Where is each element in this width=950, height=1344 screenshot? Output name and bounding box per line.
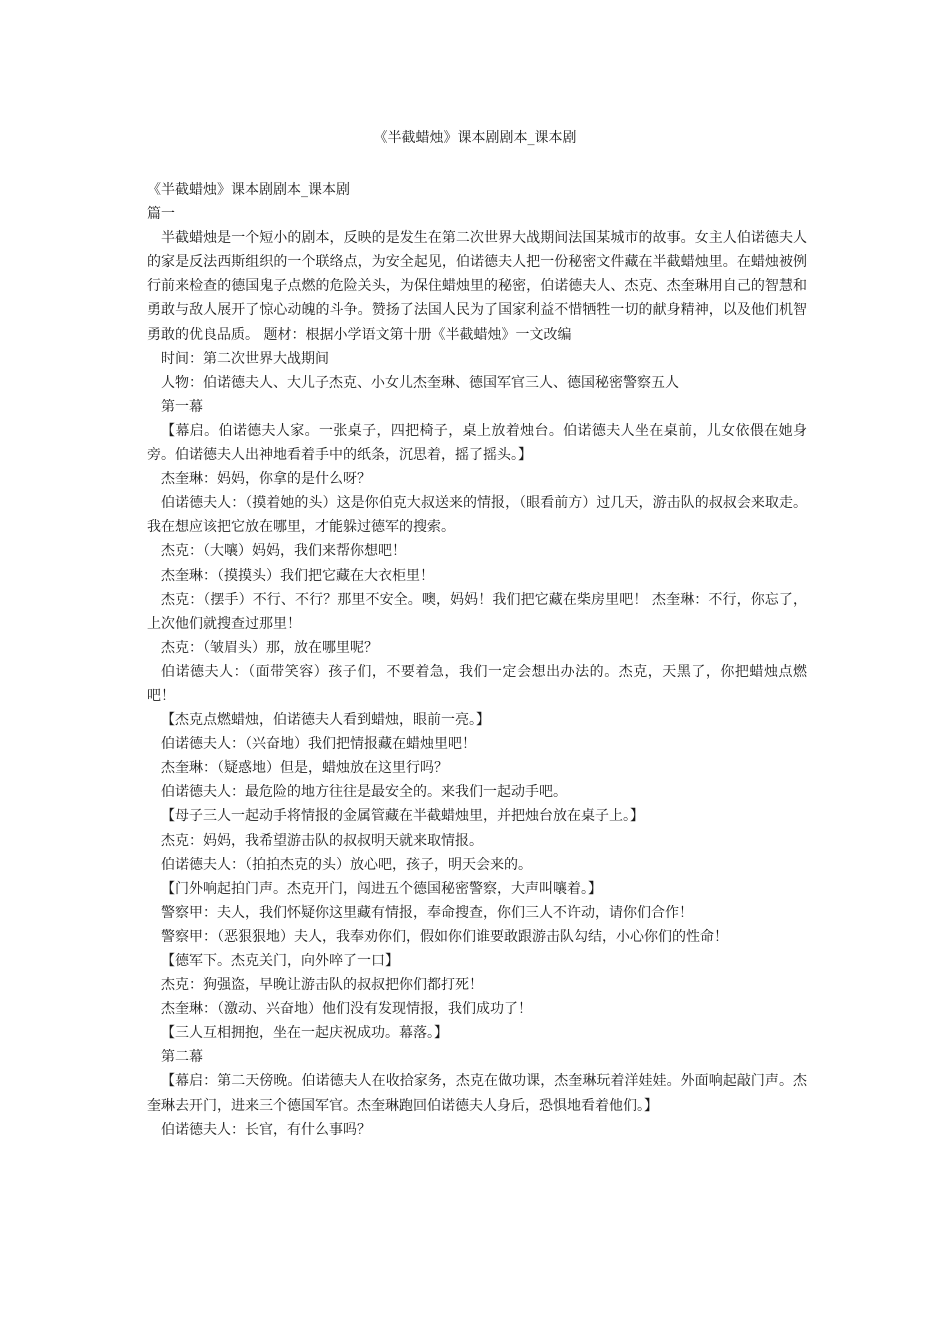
paragraph: 第二幕 bbox=[161, 1049, 203, 1066]
document-title: 《半截蜡烛》课本剧剧本_课本剧 bbox=[373, 130, 577, 146]
paragraph: 【德军下。杰克关门，向外啐了一口】 bbox=[161, 953, 399, 969]
paragraph: 杰克：狗强盗，早晚让游击队的叔叔把你们都打死！ bbox=[161, 977, 483, 994]
paragraph: 伯诺德夫人：（面带笑容）孩子们，不要着急，我们一定会想出办法的。杰克，天黑了，你把蜡烛点燃吧！ bbox=[147, 663, 807, 704]
paragraph: 篇一 bbox=[147, 206, 175, 223]
paragraph: 【母子三人一起动手将情报的金属管藏在半截蜡烛里，并把烛台放在桌子上。】 bbox=[161, 808, 644, 825]
paragraph: 半截蜡烛是一个短小的剧本，反映的是发生在第二次世界大战期间法国某城市的故事。女主人伯诺德夫人的家是反法西斯组织的一个联络点，为安全起见，伯诺德夫人把一份秘密文件藏在半截蜡烛里。在蜡烛被例行前来检查的德国鬼子点燃的危险关头，为保住蜡烛里的秘密，伯诺德夫人、杰克、杰奎琳用自己的智慧和勇敢与敌人展开了惊心动魄的斗争。赞扬了法国人民为了国家利益不惜牺牲一切的献身精神，以及他们机智勇敢的优良品质。 题材：根据小学语文第十册《半截蜡烛》一文改编 bbox=[147, 230, 807, 343]
paragraph: 【门外响起拍门声。杰克开门，闯进五个德国秘密警察，大声叫嚷着。】 bbox=[161, 880, 602, 897]
paragraph: 杰奎琳：（激动、兴奋地）他们没有发现情报，我们成功了！ bbox=[161, 1001, 532, 1018]
paragraph: 杰克：（皱眉头）那，放在哪里呢？ bbox=[161, 639, 378, 656]
paragraph: 人物：伯诺德夫人、大儿子杰克、小女儿杰奎琳、德国军官三人、德国秘密警察五人 bbox=[161, 374, 679, 391]
paragraph: 警察甲：（恶狠狠地）夫人，我奉劝你们，假如你们谁要敢跟游击队勾结，小心你们的性命！ bbox=[161, 928, 728, 945]
paragraph: 【杰克点燃蜡烛，伯诺德夫人看到蜡烛，眼前一亮。】 bbox=[161, 712, 490, 729]
paragraph: 警察甲：夫人，我们怀疑你这里藏有情报，奉命搜查，你们三人不许动，请你们合作！ bbox=[161, 904, 693, 921]
paragraph: 杰克：（大嚷）妈妈，我们来帮你想吧！ bbox=[161, 543, 406, 560]
paragraph: 时间：第二次世界大战期间 bbox=[161, 350, 329, 367]
paragraph: 杰克：妈妈，我希望游击队的叔叔明天就来取情报。 bbox=[161, 832, 483, 849]
paragraph: 伯诺德夫人：最危险的地方往往是最安全的。来我们一起动手吧。 bbox=[161, 784, 567, 801]
paragraph: 伯诺德夫人：长官，有什么事吗？ bbox=[161, 1121, 371, 1138]
paragraph: 【三人互相拥抱，坐在一起庆祝成功。幕落。】 bbox=[161, 1025, 448, 1042]
paragraph: 杰奎琳：（摸摸头）我们把它藏在大衣柜里！ bbox=[161, 567, 434, 584]
paragraph: 《半截蜡烛》课本剧剧本_课本剧 bbox=[147, 182, 350, 198]
document-body bbox=[147, 178, 807, 1142]
paragraph: 伯诺德夫人：（摸着她的头）这是你伯克大叔送来的情报，（眼看前方）过几天，游击队的叔叔会来取走。我在想应该把它放在哪里，才能躲过德军的搜索。 bbox=[147, 495, 807, 536]
paragraph: 杰奎琳：（疑惑地）但是，蜡烛放在这里行吗？ bbox=[161, 760, 448, 777]
paragraph: 【幕启：第二天傍晚。伯诺德夫人在收拾家务，杰克在做功课，杰奎琳玩着洋娃娃。外面响起敲门声。杰奎琳去开门，进来三个德国军官。杰奎琳跑回伯诺德夫人身后，恐惧地看着他们。】 bbox=[147, 1073, 807, 1114]
paragraph: 杰奎琳：妈妈，你拿的是什么呀？ bbox=[161, 471, 371, 488]
paragraph: 【幕启。伯诺德夫人家。一张桌子，四把椅子，桌上放着烛台。伯诺德夫人坐在桌前，儿女依偎在她身旁。伯诺德夫人出神地看着手中的纸条，沉思着，摇了摇头。】 bbox=[147, 422, 807, 464]
paragraph: 杰克：（摆手）不行、不行？那里不安全。噢，妈妈！我们把它藏在柴房里吧！ 杰奎琳：不行，你忘了，上次他们就搜查过那里！ bbox=[147, 591, 807, 632]
paragraph: 伯诺德夫人：（拍拍杰克的头）放心吧，孩子，明天会来的。 bbox=[161, 856, 532, 873]
paragraph: 第一幕 bbox=[161, 398, 203, 415]
paragraph: 伯诺德夫人：（兴奋地）我们把情报藏在蜡烛里吧！ bbox=[161, 736, 476, 753]
